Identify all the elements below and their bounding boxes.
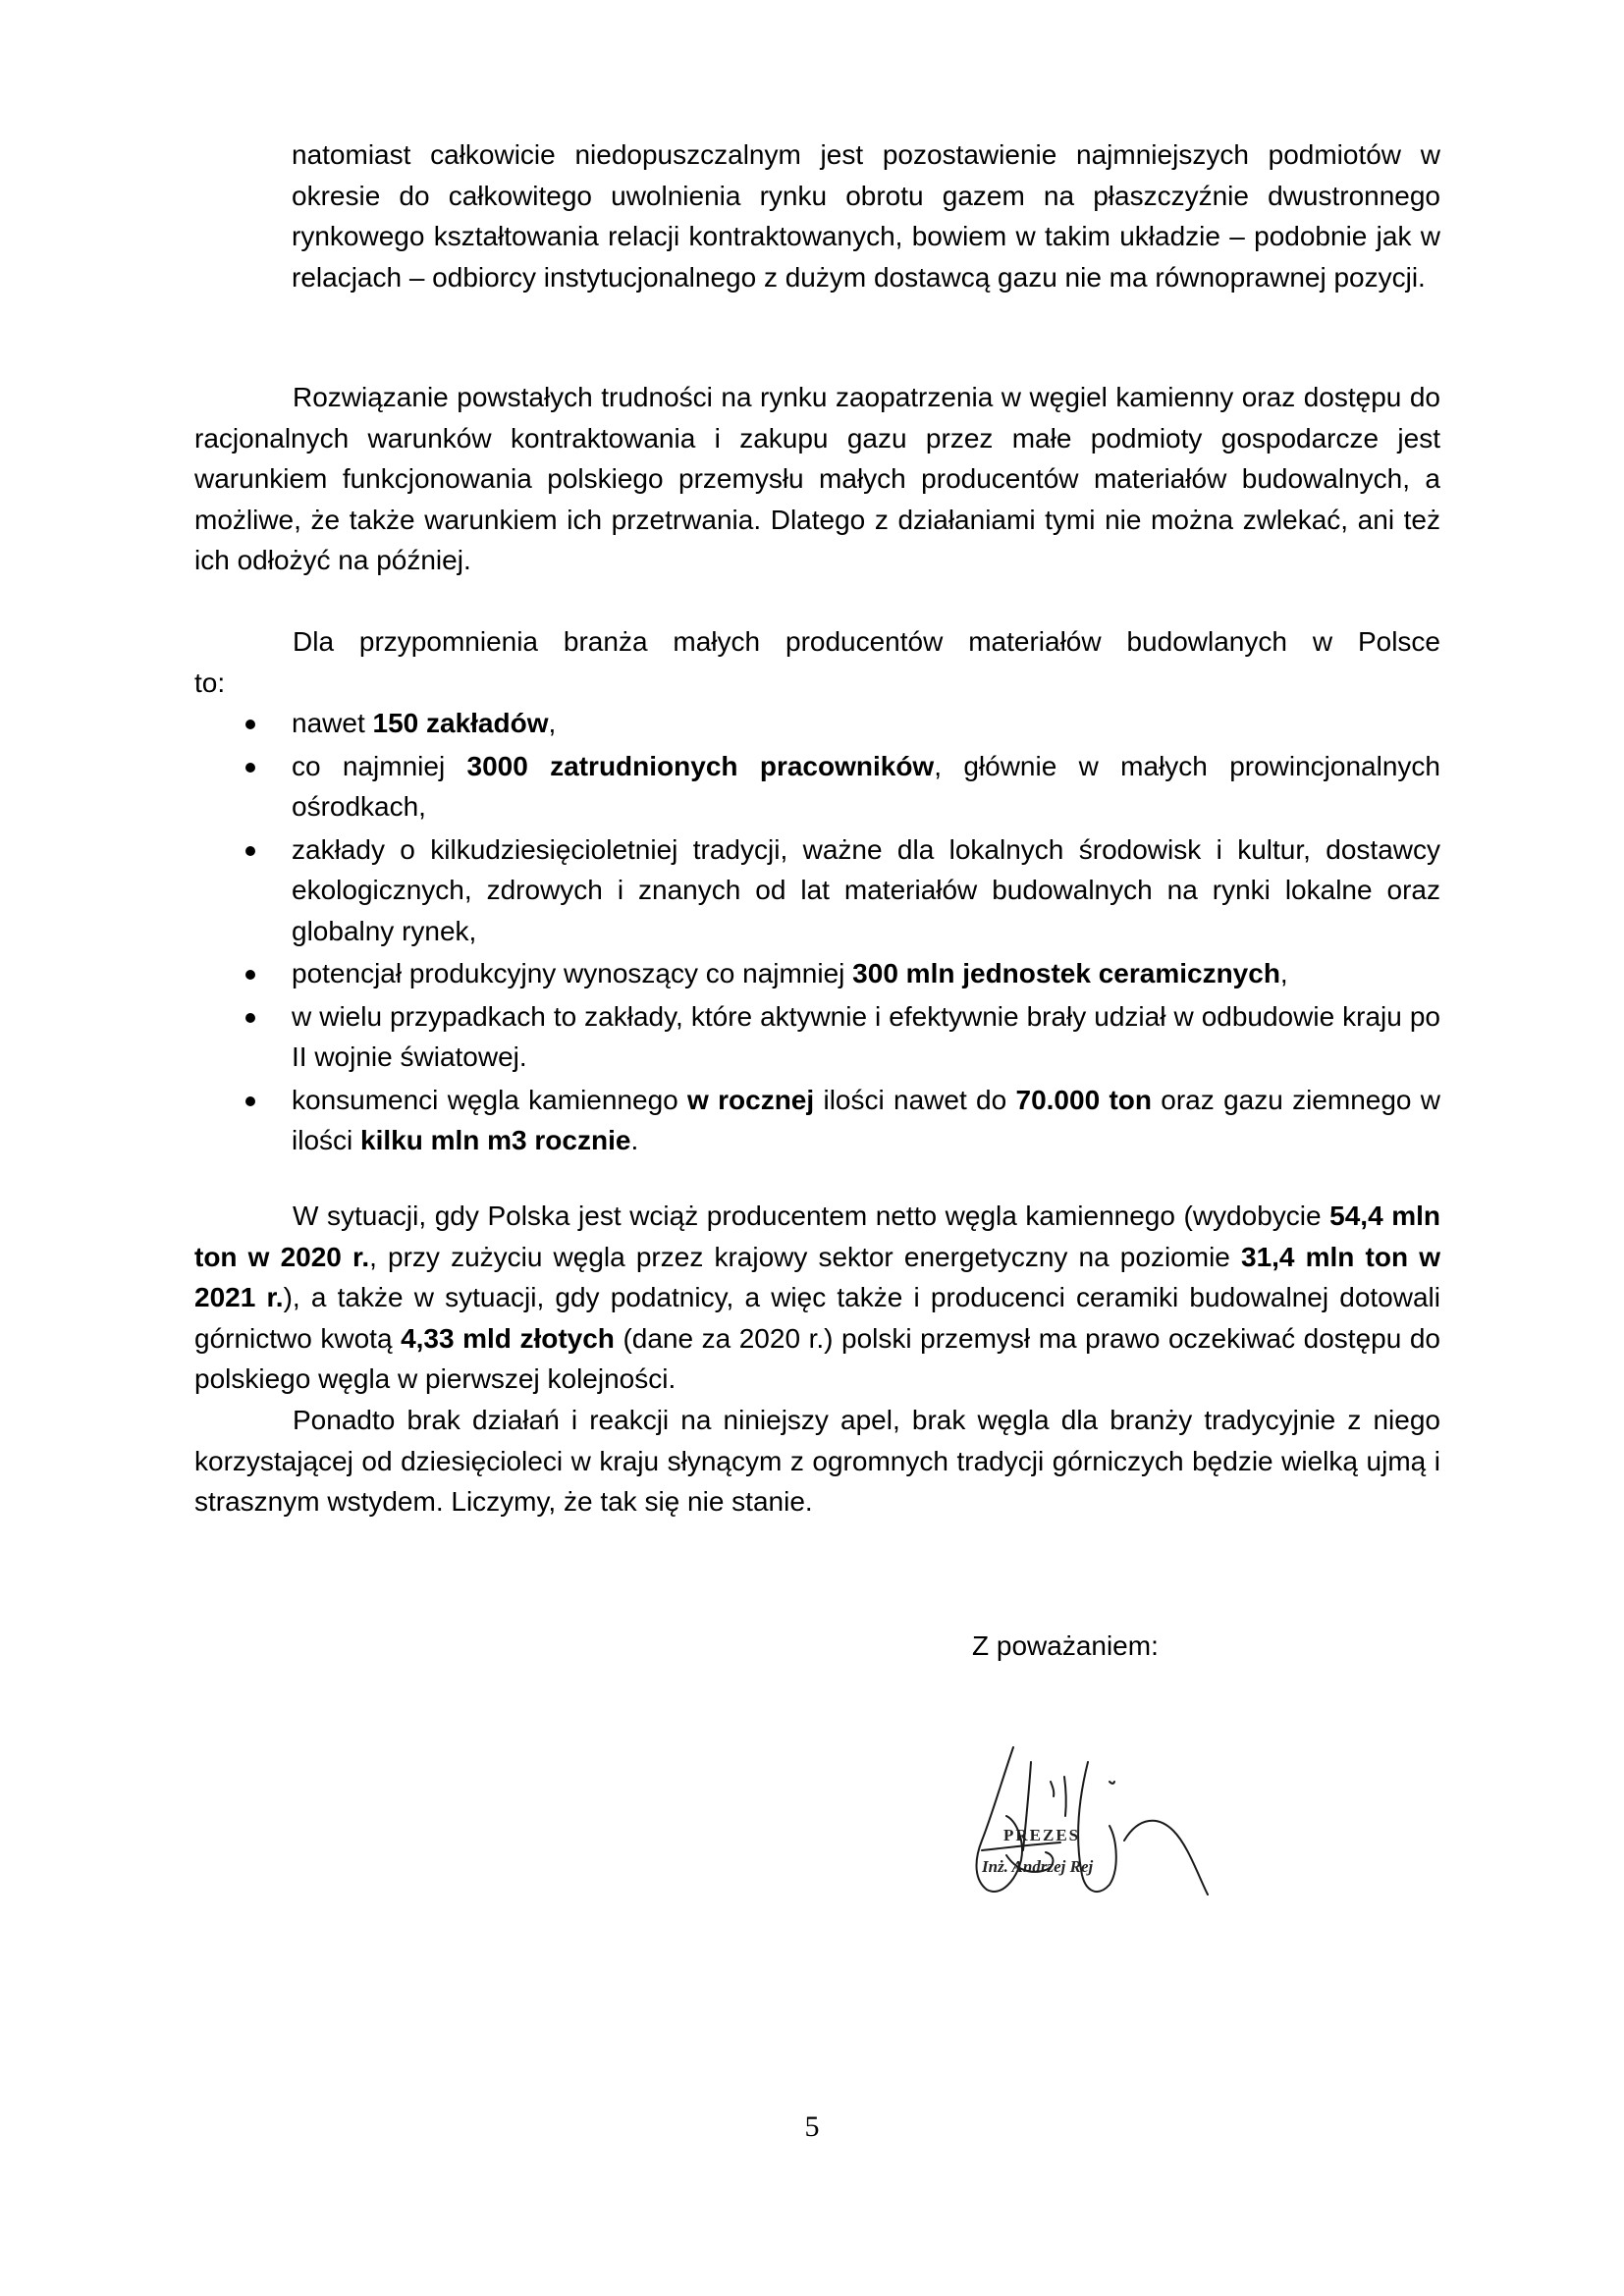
paragraph-continuation-text: natomiast całkowicie niedopuszczalnym jest pozostawienie najmniejszych podmiotów w okresie do całkowitego uwolnienia rynku obrotu gazem na płaszczyźnie dwustronnego rynkowego kształtowania relacji kontraktowanych, bowiem w takim układzie – podobnie jak w relacjach – odbiorcy instytucjonalnego z dużym dostawcą gazu nie ma równoprawnej pozycji. (292, 139, 1440, 293)
list-intro-line2: to: (194, 667, 226, 698)
paragraph-solution-text: Rozwiązanie powstałych trudności na rynku zaopatrzenia w węgiel kamienny oraz dostępu do racjonalnych warunków kontraktowania i zakupu gazu przez małe podmioty gospodarcze jest warunkiem funkcjonowania polskiego przemysłu małych producentów materiałów budowalnych, a możliwe, że także warunkiem ich przetrwania. Dlatego z działaniami tymi nie można zwlekać, ani też ich odłożyć na później. (194, 382, 1440, 575)
list-item (194, 829, 1440, 952)
paragraph-solution (194, 377, 1440, 581)
closing-salutation: Z poważaniem: (972, 1630, 1159, 1661)
list-item-text: zakłady o kilkudziesięcioletniej tradycji, ważne dla lokalnych środowisk i kultur, dostawcy ekologicznych, zdrowych i znanych od lat materiałów budowalnych na rynki lokalne oraz globalny rynek, (292, 833, 1440, 946)
page-number: 5 (804, 2110, 820, 2143)
list-item-text: konsumenci węgla kamiennego (292, 1084, 688, 1115)
list-item-text: . (630, 1125, 639, 1155)
list-item-text: oraz gazu ziemnego w ilości (292, 1084, 1441, 1155)
list-item-bold: 300 mln jednostek ceramicznych (852, 958, 1280, 988)
stamp-title: PREZES (1003, 1826, 1081, 1844)
bullet-icon (245, 846, 255, 856)
list-intro-line1: Dla przypomnienia branża małych producentów materiałów budowlanych w Polsce (293, 626, 1440, 657)
list-item (194, 703, 1440, 744)
list-item-bold: w rocznej (687, 1084, 815, 1115)
list-item-text: nawet (292, 708, 373, 738)
list-item-text: , głównie w małych prowincjonalnych ośrodkach, (292, 750, 1440, 822)
bullet-icon (245, 1096, 255, 1106)
list-item-text: ilości nawet do (814, 1084, 1016, 1115)
signature-stamp (923, 1723, 1257, 1929)
list-item-text: potencjał produkcyjny wynoszący co najmniej (292, 958, 853, 988)
paragraph-situation-text: W sytuacji, gdy Polska jest wciąż producentem netto węgla kamiennego (wydobycie 54,4 mln ton w 2020 r., przy zużyciu węgla przez krajowy sektor energetyczny na poziomie 31,4 mln ton w 2021 r.), a także w sytuacji, gdy podatnicy, a więc także i producenci ceramiki budowalnej dotowali górnictwo kwotą 4,33 mld złotych (dane za 2020 r.) polski przemysł ma prawo oczekiwać dostępu do polskiego węgla w pierwszej kolejności. (194, 1201, 1440, 1394)
stamp-name: Inż. Andrzej Rej (982, 1857, 1094, 1876)
list-item-bold: 3000 zatrudnionych pracowników (466, 750, 935, 781)
facts-list (194, 703, 1440, 1163)
list-item-bold: 70.000 ton (1015, 1084, 1152, 1115)
bullet-icon (245, 720, 255, 729)
paragraph-situation (194, 1196, 1440, 1400)
list-item-bold: kilku mln m3 rocznie (360, 1125, 631, 1155)
list-item (194, 746, 1440, 828)
paragraph-final-text: Ponadto brak działań i reakcji na niniejszy apel, brak węgla dla branży tradycyjnie z niego korzystającej od dziesięcioleci w kraju słynącym z ogromnych tradycji górniczych będzie wielką ujmą i strasznym wstydem. Liczymy, że tak się nie stanie. (194, 1405, 1440, 1517)
list-item-text: co najmniej (292, 750, 467, 781)
bullet-icon (245, 1013, 255, 1023)
bullet-icon (245, 763, 255, 773)
list-item-text: , (1279, 958, 1288, 988)
list-item (194, 1080, 1440, 1161)
paragraph-final (194, 1400, 1440, 1522)
list-item (194, 996, 1440, 1078)
list-item-text: , (548, 708, 557, 738)
bullet-icon (245, 970, 255, 980)
paragraph-continuation (292, 134, 1440, 297)
list-item-text: w wielu przypadkach to zakłady, które aktywnie i efektywnie brały udział w odbudowie kraju po II wojnie światowej. (292, 1000, 1440, 1072)
list-intro (194, 621, 1440, 703)
list-item (194, 953, 1440, 994)
list-item-bold: 150 zakładów (372, 708, 549, 738)
